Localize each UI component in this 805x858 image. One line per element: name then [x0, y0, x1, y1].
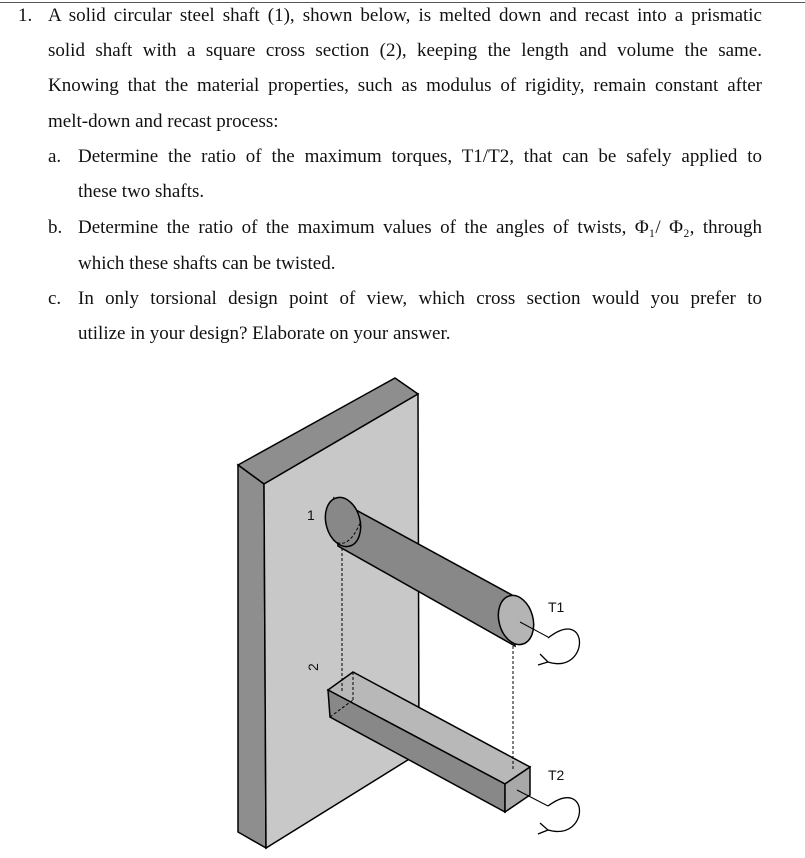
part-a-line-1: Determine the ratio of the maximum torques, T1/T2, that can be safely applied to	[78, 146, 762, 167]
torque-1-label: T1	[548, 599, 565, 615]
torque-2-arrowhead	[538, 823, 548, 834]
question-number: 1.	[18, 5, 33, 26]
torque-1-arrowhead	[538, 654, 548, 665]
intro-line-4: melt-down and recast process:	[48, 111, 279, 132]
part-a-line-2: these two shafts.	[78, 181, 205, 202]
torque-1-arrow	[548, 629, 580, 664]
part-b-line-1: Determine the ratio of the maximum values of the angles of twists, Φ₁/ Φ₂, through	[78, 217, 762, 238]
shaft-1-label: 1	[307, 507, 315, 523]
intro-line-3: Knowing that the material properties, such as modulus of rigidity, remain constant after	[48, 75, 762, 96]
intro-line-1: A solid circular steel shaft (1), shown below, is melted down and recast into a prismatic	[48, 5, 762, 26]
part-c-line-1: In only torsional design point of view, which cross section would you prefer to	[78, 288, 762, 309]
part-a-label: a.	[48, 146, 62, 167]
part-c-label: c.	[48, 288, 62, 309]
part-c-line-2: utilize in your design? Elaborate on your answer.	[78, 323, 451, 344]
part-b-line-2: which these shafts can be twisted.	[78, 253, 336, 274]
torque-2-arrow	[548, 798, 580, 832]
shaft-2-label: 2	[305, 663, 321, 671]
wall-side-face	[238, 465, 266, 848]
intro-line-2: solid shaft with a square cross section (2), keeping the length and volume the same.	[48, 40, 762, 61]
torque-2-label: T2	[548, 767, 565, 783]
part-b-label: b.	[48, 217, 63, 238]
